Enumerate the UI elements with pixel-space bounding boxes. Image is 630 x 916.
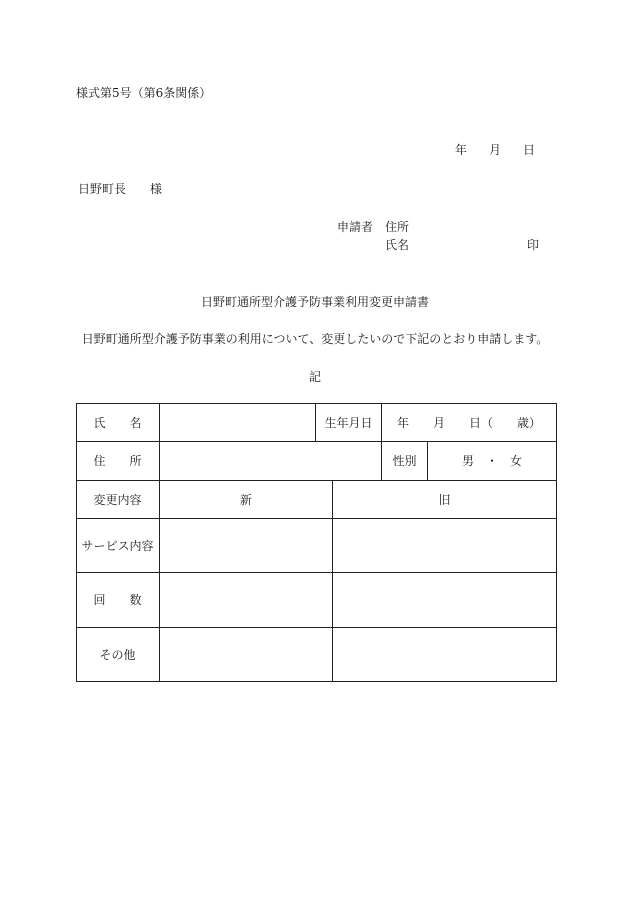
form-number: 様式第5号（第6条関係） xyxy=(76,86,212,100)
seal-mark: 印 xyxy=(527,238,540,252)
other-new-field[interactable] xyxy=(160,627,332,681)
applicant-role: 申請者 xyxy=(337,220,374,234)
count-old-field[interactable] xyxy=(333,572,556,627)
document-title: 日野町通所型介護予防事業利用変更申請書 xyxy=(200,295,429,309)
service-old-field[interactable] xyxy=(333,518,556,572)
application-table xyxy=(76,403,557,682)
addressee xyxy=(78,180,162,197)
count-label: 回 数 xyxy=(93,593,142,607)
service-new-field[interactable] xyxy=(160,518,332,572)
table-border-right xyxy=(556,403,557,682)
addressee-honorific: 様 xyxy=(150,182,163,196)
other-label: その他 xyxy=(99,647,136,662)
other-old-field[interactable] xyxy=(333,627,556,681)
date-year: 年 xyxy=(455,143,468,157)
addressee-name: 日野町長 xyxy=(78,182,127,196)
birth-date-label: 生年月日 xyxy=(324,415,373,430)
address-field[interactable] xyxy=(160,441,381,480)
new-header: 新 xyxy=(239,492,252,507)
applicant-address-label: 住所 xyxy=(385,220,410,234)
date-line xyxy=(455,141,535,158)
body-text: 日野町通所型介護予防事業の利用について、変更したいので下記のとおり申請します。 xyxy=(81,332,549,346)
gender-label: 性別 xyxy=(392,454,417,468)
name-field[interactable] xyxy=(160,403,315,441)
address-label: 住 所 xyxy=(93,454,142,468)
birth-date-field[interactable]: 年 月 日（ 歳） xyxy=(396,415,541,430)
table-border-bottom xyxy=(76,681,557,682)
count-new-field[interactable] xyxy=(160,572,332,627)
applicant-address-line xyxy=(337,218,409,235)
service-content-label: サービス内容 xyxy=(81,538,154,553)
change-content-label: 変更内容 xyxy=(93,492,142,507)
gender-field[interactable]: 男 ・ 女 xyxy=(461,454,522,468)
record-marker: 記 xyxy=(308,370,321,384)
name-label: 氏 名 xyxy=(93,415,142,430)
old-header: 旧 xyxy=(438,492,451,507)
date-month: 月 xyxy=(489,143,502,157)
date-day: 日 xyxy=(523,143,536,157)
applicant-name-label: 氏名 xyxy=(385,238,410,252)
